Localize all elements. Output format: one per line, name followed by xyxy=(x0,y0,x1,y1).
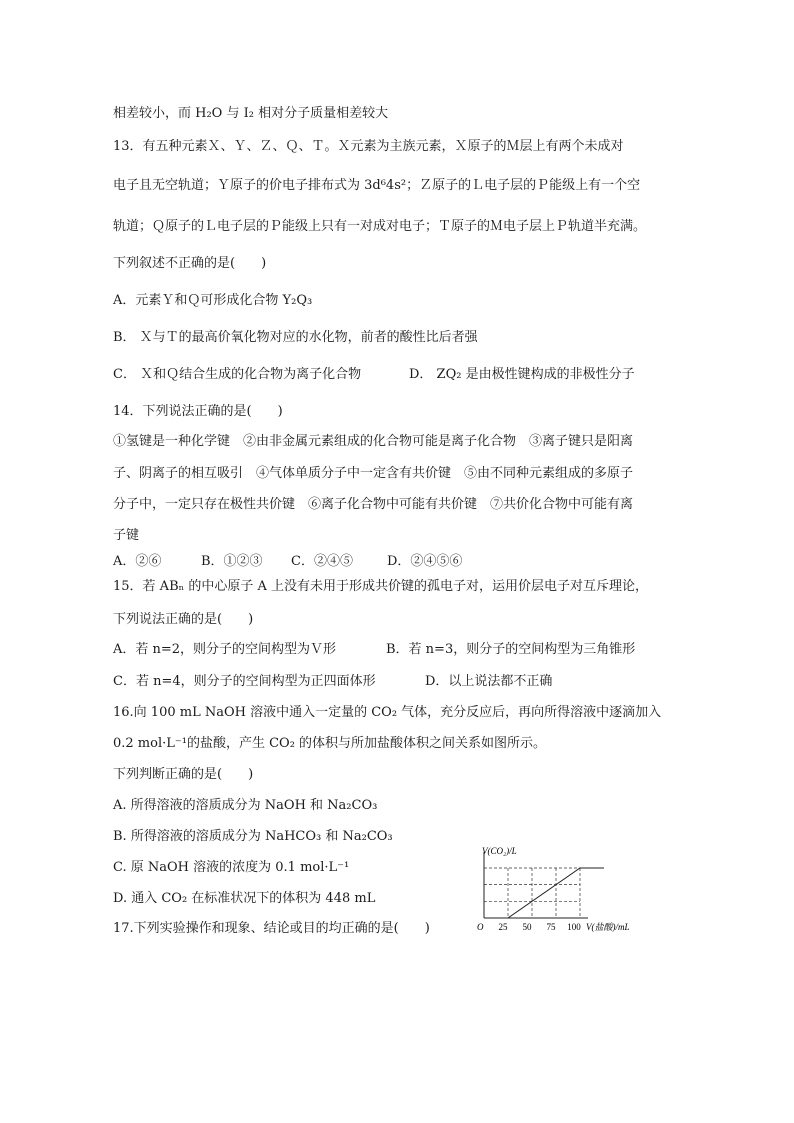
x-axis-label: V(盐酸)/mL xyxy=(586,922,630,932)
q13-stem-1: 13．有五种元素Ｘ、Ｙ、Ｚ、Ｑ、Ｔ。Ｘ元素为主族元素，Ｘ原子的Ｍ层上有两个未成对 xyxy=(113,139,624,154)
q16-prompt: 下列判断正确的是( ) xyxy=(113,767,254,782)
y-axis-label: V(CO₂)/L xyxy=(482,846,517,856)
q14-stem-1: ①氢键是一种化学键 ②由非金属元素组成的化合物可能是离子化合物 ③离子键只是阳离 xyxy=(113,434,634,449)
x-tick-label: 100 xyxy=(567,922,581,932)
q13-stem-3: 轨道；Ｑ原子的Ｌ电子层的Ｐ能级上只有一对成对电子；Ｔ原子的Ｍ电子层上Ｐ轨道半充满。 xyxy=(113,219,647,234)
q15-stem-1: 15．若 ABₙ 的中心原子 A 上没有未用于形成共价键的孤电子对，运用价层电子对互斥理论， xyxy=(113,579,649,594)
q15-options-ab xyxy=(113,641,635,659)
q16-stem-2: 0.2 mol·L⁻¹的盐酸，产生 CO₂ 的体积与所加盐酸体积之间关系如图所示。 xyxy=(113,736,547,751)
q15-option-b: B．若 n=3，则分子的空间构型为三角锥形 xyxy=(386,642,636,657)
q16-option-d: D. 通入 CO₂ 在标准状况下的体积为 448 mL xyxy=(113,891,376,906)
q13-stem-2: 电子且无空轨道；Ｙ原子的价电子排布式为 3d⁶4s²；Ｚ原子的Ｌ电子层的Ｐ能级上有一个空 xyxy=(113,178,641,193)
q15-option-c: C．若 n=4，则分子的空间构型为正四面体形 xyxy=(113,674,376,689)
text-line: 相差较小，而 H₂O 与 I₂ 相对分子质量相差较大 xyxy=(113,106,389,121)
q14-option-c: C．②④⑤ xyxy=(291,554,353,569)
q14-options xyxy=(113,553,462,571)
q14-stem-4: 子键 xyxy=(113,528,140,543)
co2-volume-chart xyxy=(476,846,646,936)
q16-option-b: B. 所得溶液的溶质成分为 NaHCO₃ 和 Na₂CO₃ xyxy=(113,829,393,844)
origin-label: O xyxy=(477,922,484,932)
q16-option-c: C. 原 NaOH 溶液的浓度为 0.1 mol·L⁻¹ xyxy=(113,860,350,875)
q16-stem-1: 16.向 100 mL NaOH 溶液中通入一定量的 CO₂ 气体，充分反应后，再向所得溶液中逐滴加入 xyxy=(113,705,662,720)
q14-stem-2: 子、阴离子的相互吸引 ④气体单质分子中一定含有共价键 ⑤由不同种元素组成的多原子 xyxy=(113,466,634,481)
x-tick-label: 50 xyxy=(522,922,532,932)
q13-options-cd xyxy=(113,366,635,384)
q13-option-a: A．元素Ｙ和Ｑ可形成化合物 Y₂Q₃ xyxy=(113,293,313,308)
q13-option-b: B． Ｘ与Ｔ的最高价氧化物对应的水化物，前者的酸性比后者强 xyxy=(113,330,478,345)
x-tick-label: 25 xyxy=(498,922,508,932)
x-tick-label: 75 xyxy=(546,922,556,932)
q15-option-d: D．以上说法都不正确 xyxy=(425,674,553,689)
q17-stem: 17.下列实验操作和现象、结论或目的均正确的是( ) xyxy=(113,921,430,936)
q13-option-d: D． ZQ₂ 是由极性键构成的非极性分子 xyxy=(409,367,635,382)
q14-option-a: A．②⑥ xyxy=(113,554,162,569)
chart-grid xyxy=(484,868,580,918)
q15-prompt: 下列说法正确的是( ) xyxy=(113,612,254,627)
q15-option-a: A．若 n=2，则分子的空间构型为Ｖ形 xyxy=(113,642,337,657)
q14-title: 14．下列说法正确的是( ) xyxy=(113,404,283,419)
q16-option-a: A. 所得溶液的溶质成分为 NaOH 和 Na₂CO₃ xyxy=(113,798,378,813)
q15-options-cd xyxy=(113,673,552,691)
q13-prompt: 下列叙述不正确的是( ) xyxy=(113,256,267,271)
q14-stem-3: 分子中，一定只存在极性共价键 ⑥离子化合物中可能有共价键 ⑦共价化合物中可能有离 xyxy=(113,497,634,512)
q14-option-d: D．②④⑤⑥ xyxy=(387,554,463,569)
q14-option-b: B．①②③ xyxy=(201,554,263,569)
q13-option-c: C． Ｘ和Ｑ结合生成的化合物为离子化合物 xyxy=(113,367,362,382)
